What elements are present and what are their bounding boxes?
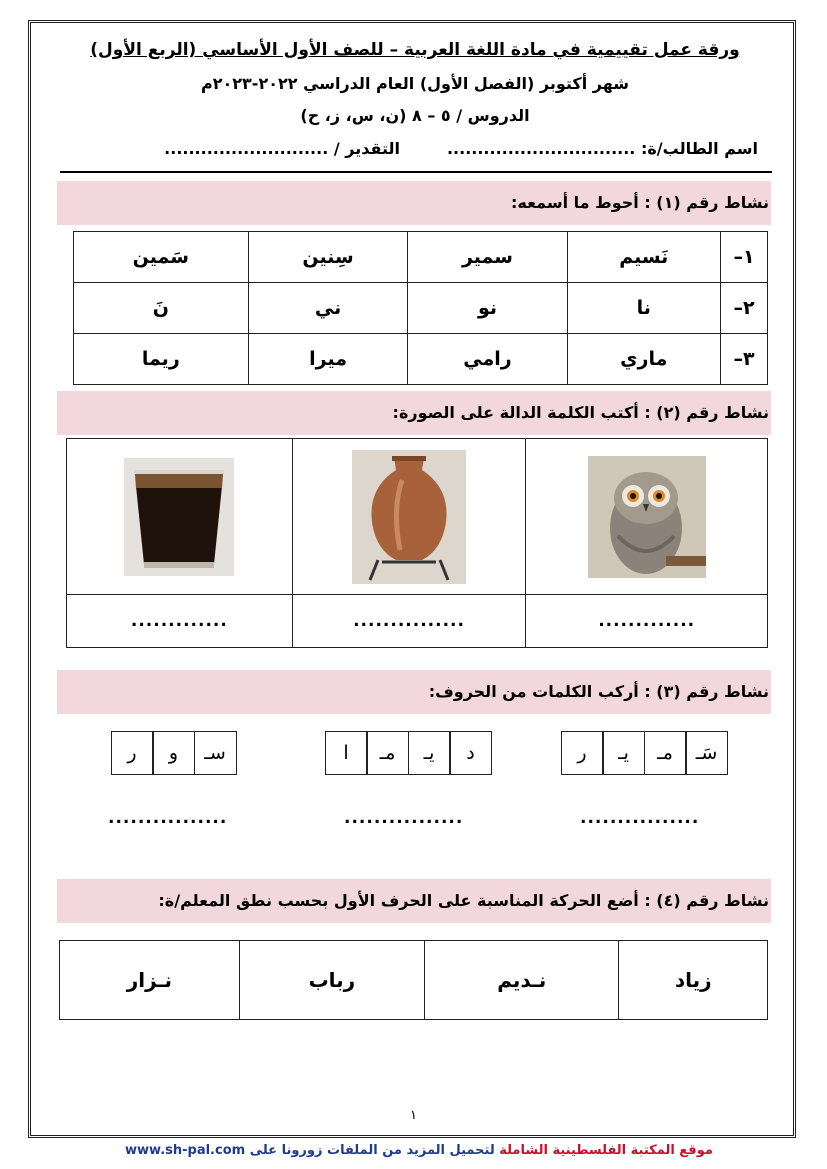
pictures-row xyxy=(67,439,768,595)
row-number: ٢– xyxy=(721,283,768,334)
word-cell[interactable]: نو xyxy=(408,283,567,334)
activity4-table xyxy=(59,940,768,1020)
answer-field[interactable]: ............. xyxy=(526,595,768,648)
footer-text: لتحميل المزيد من الملفات زورونا على xyxy=(249,1143,495,1158)
cup-cell xyxy=(67,439,293,595)
footer-url[interactable]: www.sh-pal.com xyxy=(125,1143,246,1158)
owl-cell xyxy=(526,439,768,595)
lessons-line: الدروس / ٥ – ٨ (ن، س، ز، ح) xyxy=(300,106,530,125)
word-cell[interactable]: سمير xyxy=(408,232,567,283)
word-cell[interactable]: ريما xyxy=(74,334,249,385)
student-name-field[interactable]: اسم الطالب/ة: ............................... xyxy=(446,139,758,158)
page-number: ١ xyxy=(410,1108,417,1123)
letter-box: ا xyxy=(325,731,368,775)
activity1-title: نشاط رقم (١) : أحوط ما أسمعه: xyxy=(57,181,771,225)
word-cell[interactable]: رباب xyxy=(239,941,424,1020)
letter-box: د xyxy=(449,731,492,775)
answer-field[interactable]: ................ xyxy=(108,808,228,828)
word-cell[interactable]: زياد xyxy=(619,941,768,1020)
letter-box: ر xyxy=(111,731,154,775)
word-cell[interactable]: نَ xyxy=(74,283,249,334)
table-row xyxy=(74,334,768,385)
letter-group xyxy=(112,731,237,777)
table-row xyxy=(74,232,768,283)
owl-image xyxy=(588,456,706,578)
activity1-table xyxy=(73,231,768,385)
answer-field[interactable]: ............... xyxy=(292,595,526,648)
word-cell[interactable]: نا xyxy=(567,283,721,334)
word-cell[interactable]: رامي xyxy=(408,334,567,385)
footer xyxy=(125,1143,713,1158)
word-cell[interactable]: سَمين xyxy=(74,232,249,283)
worksheet-title: ورقة عمل تقييمية في مادة اللغة العربية – للصف الأول الأساسي (الربع الأول) xyxy=(90,40,740,60)
table-row xyxy=(74,283,768,334)
word-cell[interactable]: سِنين xyxy=(248,232,408,283)
activity3-title: نشاط رقم (٣) : أركب الكلمات من الحروف: xyxy=(57,670,771,714)
letter-box: يـ xyxy=(408,731,451,775)
activity4-title: نشاط رقم (٤) : أضع الحركة المناسبة على الحرف الأول بحسب نطق المعلم/ة: xyxy=(57,879,771,923)
word-cell[interactable]: ني xyxy=(248,283,408,334)
student-info-row xyxy=(60,139,770,167)
letter-box: ر xyxy=(561,731,604,775)
header-divider xyxy=(60,171,772,173)
letter-box: سَـ xyxy=(685,731,728,775)
letter-box: و xyxy=(152,731,195,775)
answer-field[interactable]: ............. xyxy=(67,595,293,648)
answer-field[interactable]: ................ xyxy=(580,808,700,828)
activity2-table xyxy=(66,438,768,648)
answers-row xyxy=(67,595,768,648)
letter-box: مـ xyxy=(366,731,409,775)
answer-field[interactable]: ................ xyxy=(344,808,464,828)
letter-group xyxy=(562,731,728,777)
activity2-title: نشاط رقم (٢) : أكتب الكلمة الدالة على الصورة: xyxy=(57,391,771,435)
word-cell[interactable]: ميرا xyxy=(248,334,408,385)
word-cell[interactable]: نـديم xyxy=(425,941,619,1020)
letter-box: سـ xyxy=(194,731,237,775)
cup-image xyxy=(124,458,234,576)
word-cell[interactable]: ماري xyxy=(567,334,721,385)
word-cell[interactable]: نـزار xyxy=(60,941,240,1020)
vase-cell xyxy=(292,439,526,595)
letter-box: يـ xyxy=(602,731,645,775)
vase-image xyxy=(352,450,466,584)
grade-field[interactable]: التقدير / ........................... xyxy=(164,139,400,158)
footer-site-name[interactable]: موقع المكتبة الفلسطينية الشاملة xyxy=(499,1143,713,1158)
letter-group xyxy=(326,731,492,777)
letter-box: مـ xyxy=(644,731,687,775)
month-line: شهر أكتوبر (الفصل الأول) العام الدراسي ٢٠٢٢-٢٠٢٣م xyxy=(201,74,629,93)
row-number: ٣– xyxy=(721,334,768,385)
table-row xyxy=(60,941,768,1020)
row-number: ١– xyxy=(721,232,768,283)
word-cell[interactable]: نَسيم xyxy=(567,232,721,283)
